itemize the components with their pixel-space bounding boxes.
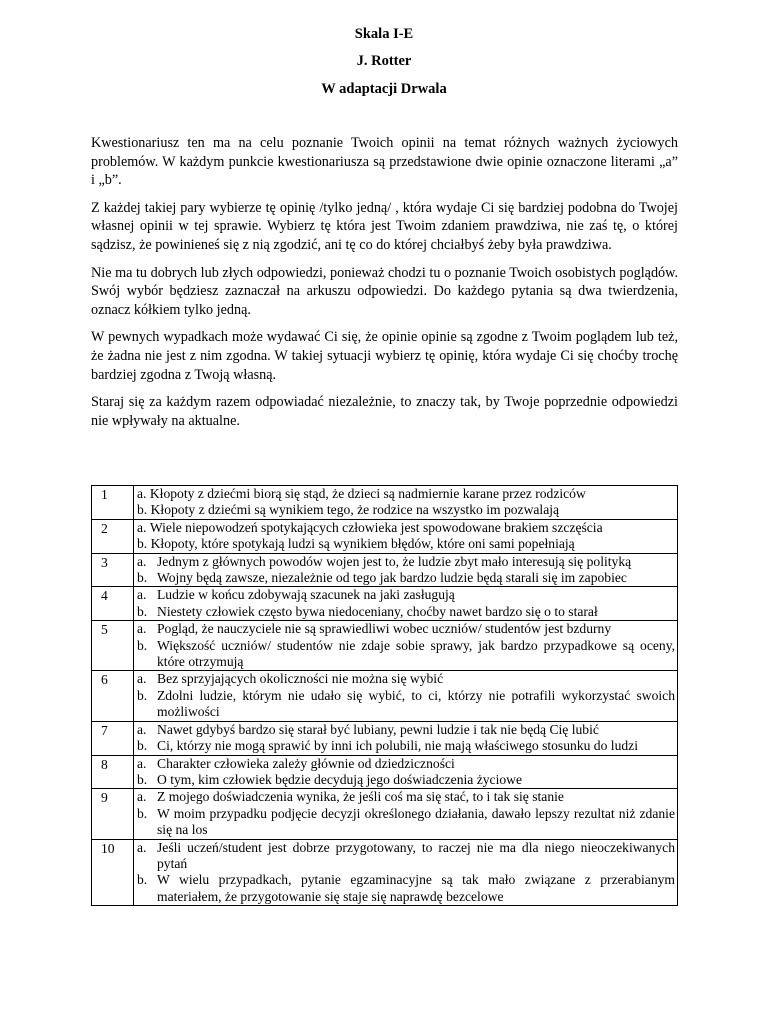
option-a-text: Bez sprzyjających okoliczności nie można się wybić [157,671,444,687]
option-a [137,671,675,687]
item-options [134,621,678,671]
table-row [92,486,678,520]
option-b-text: W wielu przypadkach, pytanie egzaminacyjne są tak mało związane z przerabianym materiałem, że przygotowanie się staje się naprawdę bezcelowe [157,872,675,904]
option-b-label: b. [137,687,148,703]
option-a-text: Pogląd, że nauczyciele nie są sprawiedliwi wobec uczniów/ studentów jest bzdurny [157,621,612,637]
option-a-text: Kłopoty z dziećmi biorą się stąd, że dzieci są nadmiernie karane przez rodziców [149,486,586,501]
instruction-paragraph: Nie ma tu dobrych lub złych odpowiedzi, ponieważ chodzi tu o poznanie Twoich osobistych poglądów. Swój wybór będziesz zaznaczał na arkuszu odpowiedzi. Do każdego pytania są dwa twierdzenia, oznacz kółkiem tylko jedną. [91,264,678,318]
item-number: 9 [92,789,134,839]
option-a-label: a. [137,839,147,855]
option-b-label: b. [137,771,148,787]
option-a-label: a. [137,721,147,737]
item-options [134,789,678,839]
table-row [92,671,678,721]
option-a-label: a. [137,553,147,569]
item-number: 3 [92,553,134,587]
option-b [137,604,675,620]
item-options [134,553,678,587]
option-a [137,621,675,637]
item-number: 5 [92,621,134,671]
instruction-paragraph: Z każdej takiej pary wybierze tę opinię /tylko jedną/ , która wydaje Ci się bardziej podobna do Twojej własnej opinii w tej sprawie. Wybierz tę która jest Twoim zdaniem prawdziwa, nie zaś tę, o której sądzisz, że powinieneś się z nią zgodzić, ani tę co do której chciałbyś żeby była prawdziwa. [91,199,678,253]
option-b-text: Ci, którzy nie mogą sprawić by inni ich polubili, nie mają właściwego stosunku do ludzi [157,738,638,754]
option-a-text: Z mojego doświadczenia wynika, że jeśli coś ma się stać, to i tak się stanie [157,789,564,805]
table-row [92,789,678,839]
option-a-text: Jednym z głównych powodów wojen jest to, że ludzie zbyt mało interesują się polityką [157,553,632,569]
option-b-label: b. [137,872,148,888]
item-number: 10 [92,839,134,906]
item-options [134,755,678,789]
option-b [137,872,675,905]
option-a-label: a. [137,755,147,771]
option-a-label: a. [137,519,147,535]
option-a [137,722,675,738]
instructions [91,134,678,439]
table-row [92,553,678,587]
option-a [137,756,675,772]
option-a [137,587,675,603]
option-b-text: Kłopoty, które spotykają ludzi są wynikiem błędów, które oni sami popełniają [150,536,575,552]
option-b [137,738,675,754]
option-b [137,772,675,788]
item-options [134,587,678,621]
adaptation-line: W adaptacji Drwala [321,81,447,97]
option-b-label: b. [137,570,148,586]
option-b [137,806,675,839]
item-number: 8 [92,755,134,789]
table-row [92,621,678,671]
option-b-text: W moim przypadku podjęcie decyzji określonego działania, dawało lepszy rezultat niż zdanie się na los [157,805,675,838]
option-b-label: b. [137,603,148,619]
table-row [92,755,678,789]
option-b [137,638,675,671]
item-number: 6 [92,671,134,721]
option-a-text: Nawet gdybyś bardzo się starał być lubiany, pewni ludzie i tak nie będą Cię lubić [157,721,599,737]
option-b-text: Większość uczniów/ studentów nie zdaje sobie sprawy, jak bardzo przypadkowe są oceny, które otrzymują [157,637,675,670]
table-row [92,721,678,755]
item-options [134,486,678,520]
option-a-label: a. [137,671,147,687]
option-a-text: Charakter człowieka zależy głównie od dziedziczności [157,755,455,771]
instruction-paragraph: W pewnych wypadkach może wydawać Ci się, że opinie opinie są zgodne z Twoim poglądem lub też, że żadna nie jest z nim zgodna. W takiej sytuacji wybierz tę opinię, która wydaje Ci się choćby trochę bardziej zgodna z Twoją własną. [91,329,678,383]
scale-title: Skala I-E [354,26,414,42]
option-a-text: Wiele niepowodzeń spotykających człowieka jest spowodowane brakiem szczęścia [149,519,603,535]
item-options [134,671,678,721]
item-options [134,721,678,755]
option-b-label: b. [137,805,148,821]
table-row [92,839,678,906]
instruction-paragraph: Staraj się za każdym razem odpowiadać niezależnie, to znaczy tak, by Twoje poprzednie odpowiedzi nie wpływały na aktualne. [91,394,678,429]
option-b-text: Wojny będą zawsze, niezależnie od tego jak bardzo ludzie będą starali się im zapobiec [157,570,627,586]
option-b-text: Zdolni ludzie, którym nie udało się wybić, to ci, którzy nie potrafili wykorzystać swoich możliwości [157,687,675,720]
option-a [137,486,675,502]
item-number: 4 [92,587,134,621]
instruction-paragraph: Kwestionariusz ten ma na celu poznanie Twoich opinii na temat różnych ważnych życiowych problemów. W każdym punkcie kwestionariusza są przedstawione dwie opinie oznaczone literami „a” i „b”. [91,135,678,189]
table-row [92,587,678,621]
item-number: 2 [92,519,134,553]
option-b [137,570,675,586]
option-b [137,536,675,552]
option-a-label: a. [137,621,147,637]
option-a-text: Jeśli uczeń/student jest dobrze przygotowany, to raczej nie ma dla niego nieoczekiwanych pytań [157,839,675,871]
item-options [134,839,678,906]
option-a [137,520,675,536]
table-row [92,519,678,553]
option-b-label: b. [137,502,148,518]
item-number: 7 [92,721,134,755]
item-number: 1 [92,486,134,520]
option-a [137,789,675,805]
option-b-text: O tym, kim człowiek będzie decydują jego doświadczenia życiowe [157,771,523,787]
option-a [137,554,675,570]
option-b-label: b. [137,536,148,552]
option-a-label: a. [137,789,147,805]
option-b [137,502,675,518]
item-options [134,519,678,553]
option-a-label: a. [137,587,147,603]
option-a [137,840,675,873]
option-b-text: Niestety człowiek często bywa niedoceniany, choćby nawet bardzo się o to starał [157,603,598,619]
author-line: J. Rotter [356,53,412,69]
option-b [137,688,675,721]
option-a-text: Ludzie w końcu zdobywają szacunek na jaki zasługują [157,587,455,603]
option-b-text: Kłopoty z dziećmi są wynikiem tego, że rodzice na wszystko im pozwalają [150,502,560,518]
questionnaire-table [91,485,678,906]
option-b-label: b. [137,738,148,754]
option-a-label: a. [137,486,147,501]
option-b-label: b. [137,637,148,653]
